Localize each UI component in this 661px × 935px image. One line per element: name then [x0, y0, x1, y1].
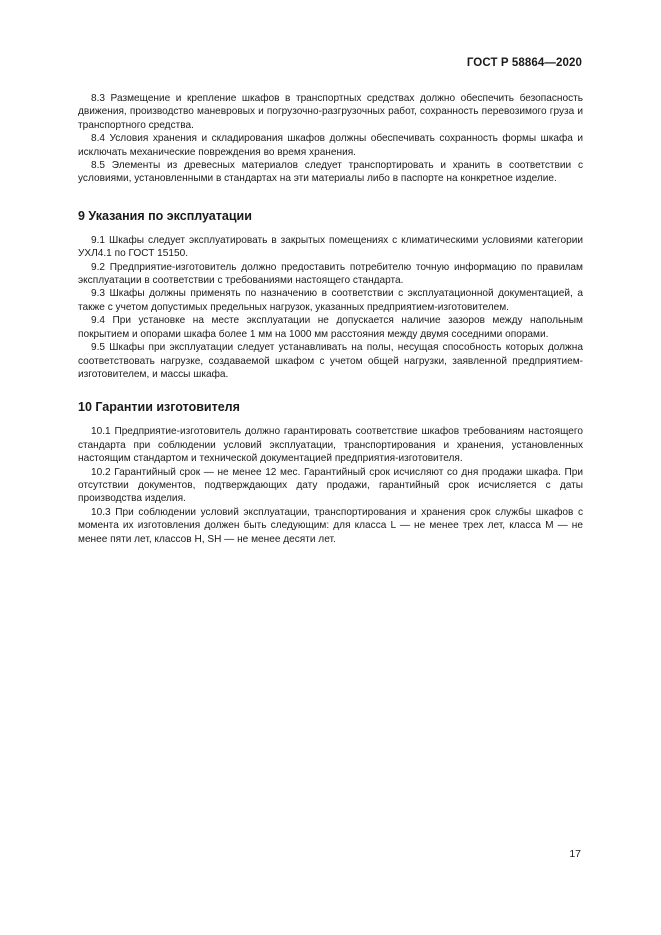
- section-8-continuation: [78, 92, 583, 186]
- paragraph-8-4: 8.4 Условия хранения и складирования шкафов должны обеспечивать сохранность формы шкафа и исключать механические повреждения во время хранения.: [78, 133, 583, 158]
- paragraph-9-2: 9.2 Предприятие-изготовитель должно предоставить потребителю точную информацию по правилам эксплуатации в соответствии с требованиями настоящего стандарта.: [78, 261, 583, 287]
- page-number: 17: [569, 848, 581, 860]
- paragraph-10-3: 10.3 При соблюдении условий эксплуатации, транспортирования и хранения срок службы шкафов с момента их изготовления должен быть следующим: для класса L — не менее трех лет, класса M — не менее пяти лет, классов H, SH — не менее десяти лет.: [78, 506, 583, 545]
- paragraph-9-1: 9.1 Шкафы следует эксплуатировать в закрытых помещениях с климатическими условиями категории УХЛ4.1 по ГОСТ 15150.: [78, 234, 583, 260]
- paragraph-8-5: 8.5 Элементы из древесных материалов следует транспортировать и хранить в соответствии с условиями, установленными в стандартах на эти материалы либо в паспорте на конкретное изделие.: [78, 160, 583, 185]
- paragraph-9-5: 9.5 Шкафы при эксплуатации следует устанавливать на полы, несущая способность которых должна соответствовать нагрузке, создаваемой шкафом с учетом общей нагрузки, заявленной предприятием-изготовителем, и массы шкафа.: [78, 342, 583, 380]
- section-9-title: 9 Указания по эксплуатации: [78, 208, 252, 223]
- paragraph-8-3: 8.3 Размещение и крепление шкафов в транспортных средствах должно обеспечить безопасность движения, производство маневровых и погрузочно-разгрузочных работ, сохранность перевозимого груза и транспортного средства.: [78, 93, 583, 131]
- section-10-title: 10 Гарантии изготовителя: [78, 400, 240, 415]
- paragraph-10-2: 10.2 Гарантийный срок — не менее 12 мес. Гарантийный срок исчисляют со дня продажи шкафа. При отсутствии документов, подтверждающих дату продажи, гарантийный срок исчисляется с даты производства изделия.: [78, 466, 583, 505]
- section-9: [78, 234, 583, 381]
- page-content: [78, 92, 583, 546]
- paragraph-9-3: 9.3 Шкафы должны применять по назначению в соответствии с эксплуатационной документацией, а также с учетом допустимых предельных нагрузок, указанных предприятием-изготовителем.: [78, 288, 583, 313]
- paragraph-9-4: 9.4 При установке на месте эксплуатации не допускается наличие зазоров между напольным покрытием и опорами шкафа более 1 мм на 1000 мм расстояния между двумя соседними опорами.: [78, 315, 583, 340]
- document-header-standard: ГОСТ Р 58864—2020: [466, 57, 582, 69]
- section-10: [78, 425, 583, 546]
- paragraph-10-1: 10.1 Предприятие-изготовитель должно гарантировать соответствие шкафов требованиям настоящего стандарта при соблюдении условий эксплуатации, транспортирования и хранения, установленных настоящим стандартом и технической документацией предприятия-изготовителя.: [78, 426, 583, 465]
